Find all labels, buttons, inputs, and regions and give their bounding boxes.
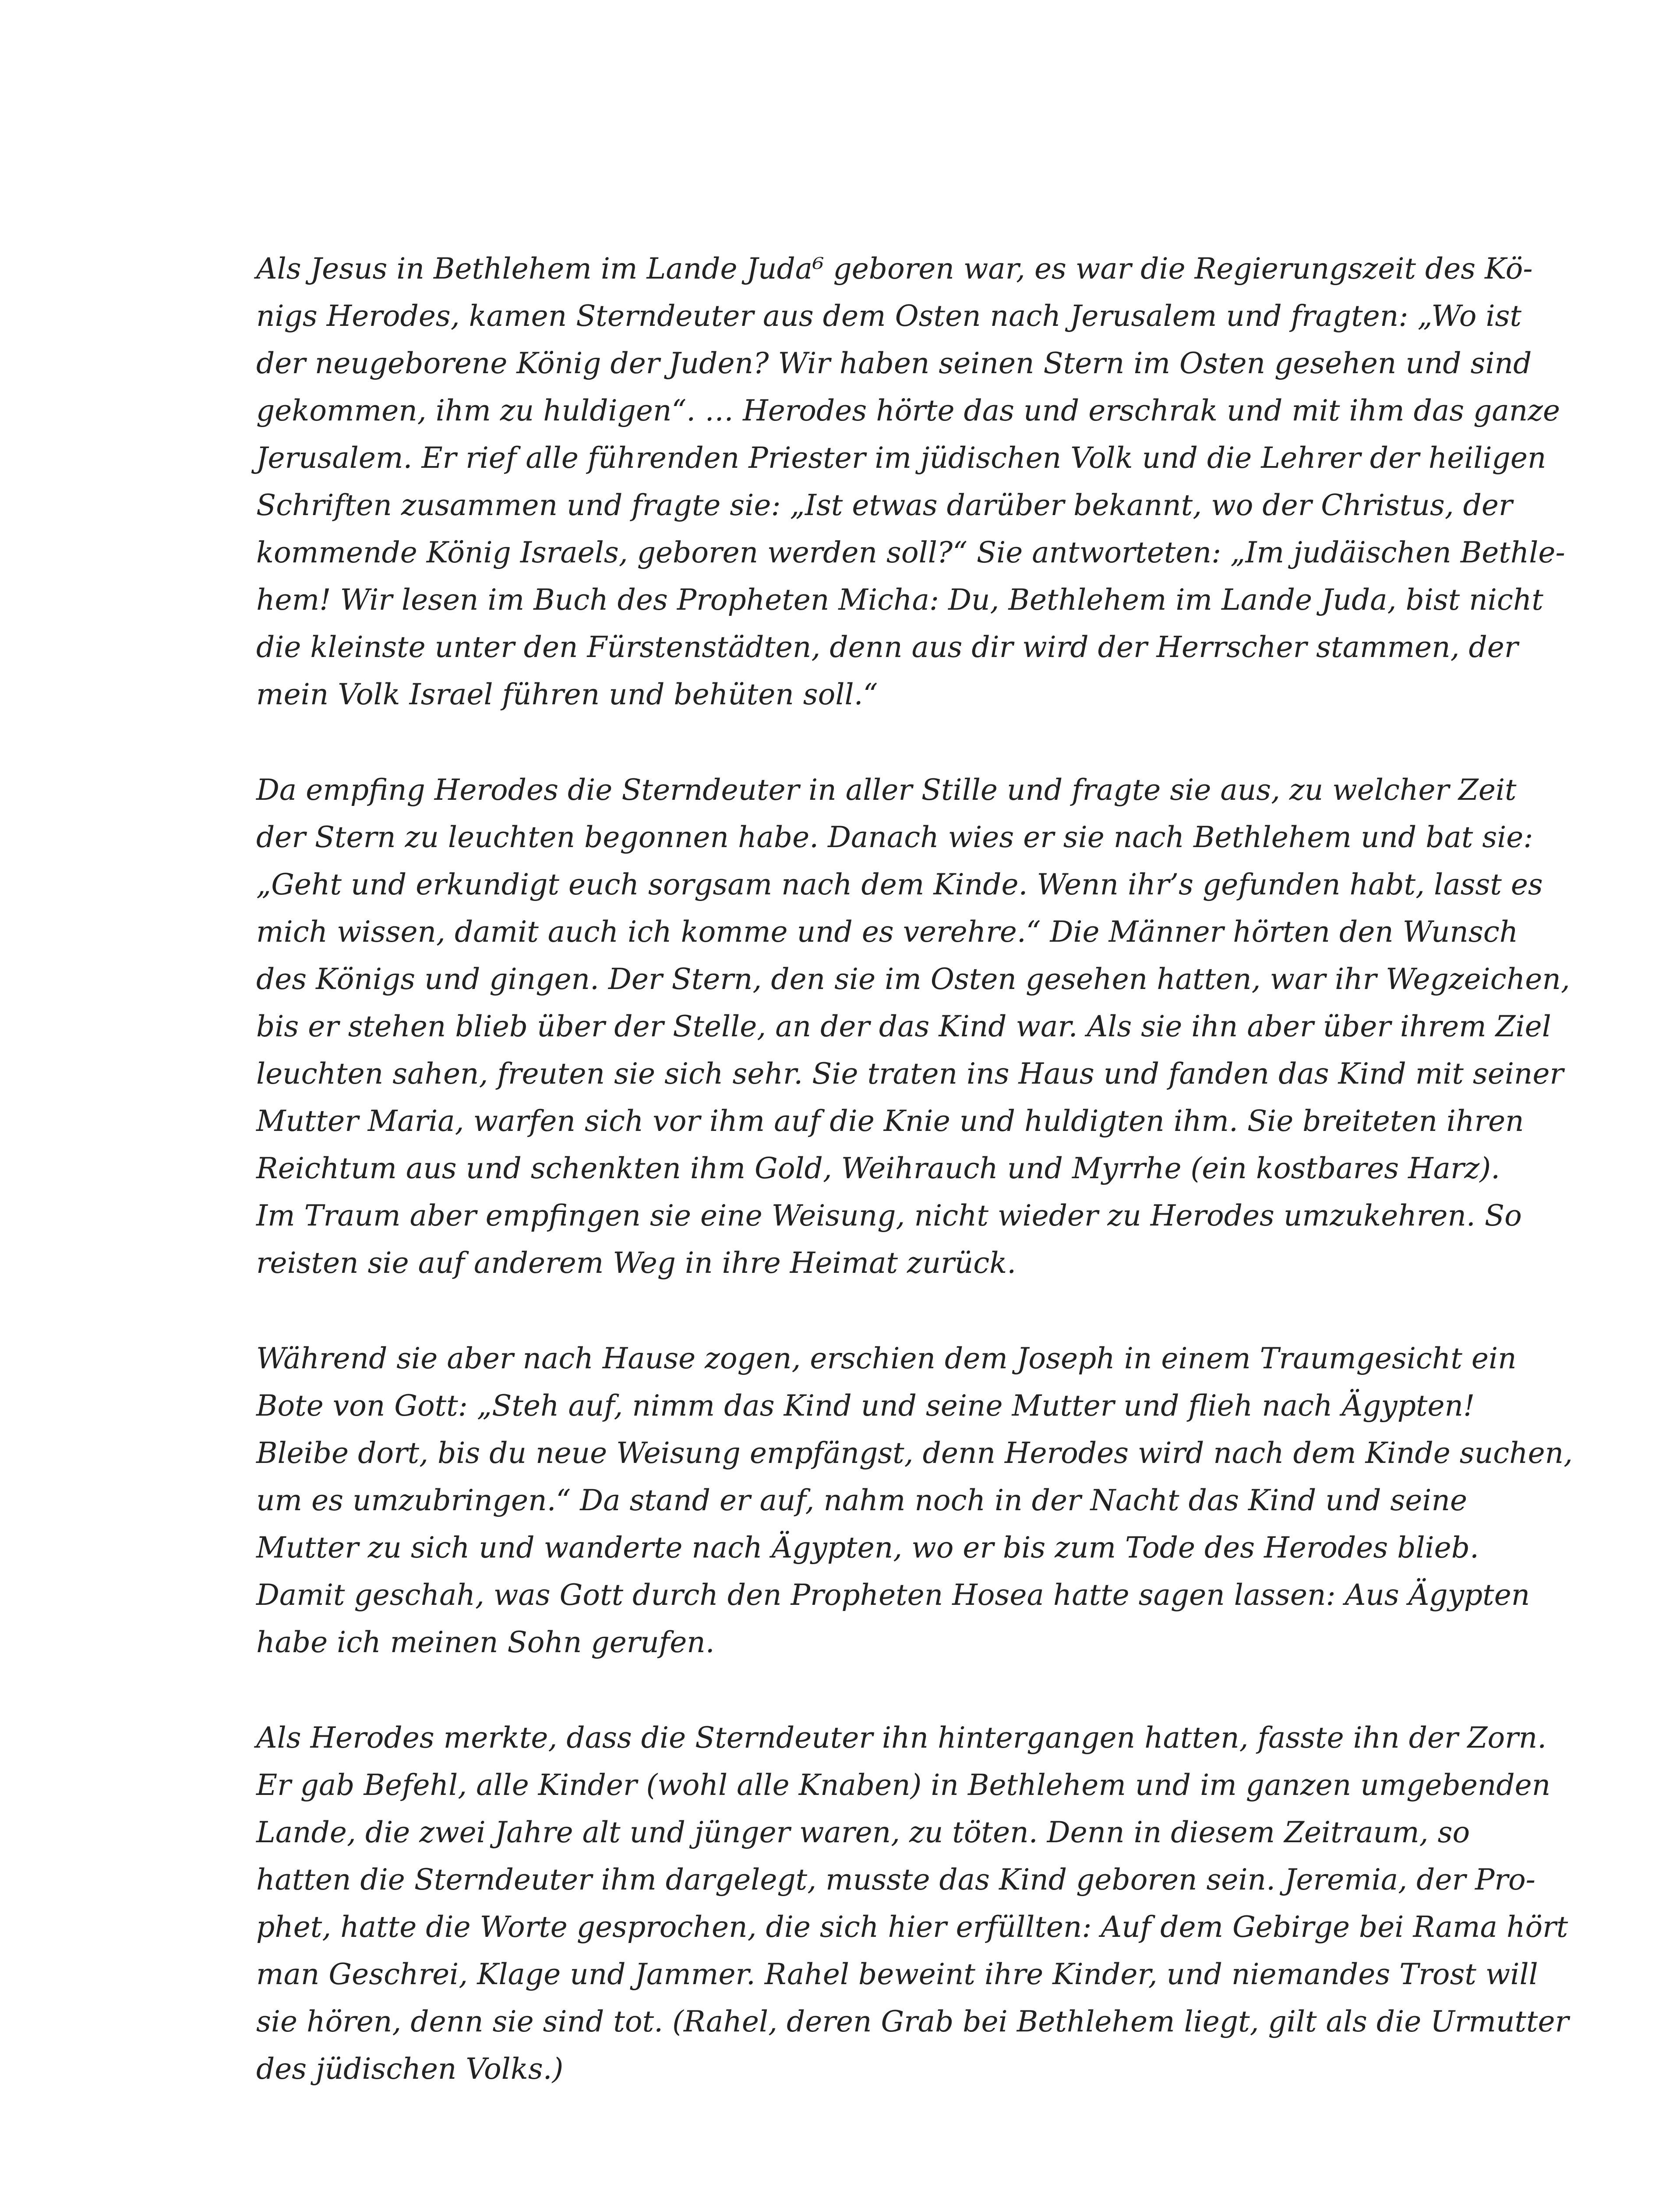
text-line: sie hören, denn sie sind tot. (Rahel, deren Grab bei Bethlehem liegt, gilt als die Urmutter xyxy=(256,2005,1569,2038)
text-line: Bleibe dort, bis du neue Weisung empfängst, denn Herodes wird nach dem Kinde suchen, xyxy=(256,1436,1573,1470)
text-line: des jüdischen Volks.) xyxy=(256,2052,564,2086)
text-line: habe ich meinen Sohn gerufen. xyxy=(256,1625,715,1659)
text-line: Bote von Gott: „Steh auf, nimm das Kind und seine Mutter und flieh nach Ägypten! xyxy=(256,1389,1475,1423)
text-line: Jerusalem. Er rief alle führenden Priester im jüdischen Volk und die Lehrer der heiligen xyxy=(256,441,1546,475)
text-line: Damit geschah, was Gott durch den Propheten Hosea hatte sagen lassen: Aus Ägypten xyxy=(256,1578,1530,1612)
text-line: mich wissen, damit auch ich komme und es verehre.“ Die Männer hörten den Wunsch xyxy=(256,915,1518,949)
text-line: Lande, die zwei Jahre alt und jünger waren, zu töten. Denn in diesem Zeitraum, so xyxy=(256,1816,1470,1849)
text-line: „Geht und erkundigt euch sorgsam nach dem Kinde. Wenn ihr’s gefunden habt, lasst es xyxy=(256,868,1543,901)
text-line: Als Herodes merkte, dass die Sterndeuter ihn hintergangen hatten, fasste ihn der Zorn. xyxy=(256,1721,1547,1755)
text-line: hem! Wir lesen im Buch des Propheten Micha: Du, Bethlehem im Lande Juda, bist nicht xyxy=(256,583,1543,617)
text-line: Als Jesus in Bethlehem im Lande Juda⁶ geboren war, es war die Regierungszeit des Kö- xyxy=(256,252,1533,286)
text-line: reisten sie auf anderem Weg in ihre Heimat zurück. xyxy=(256,1246,1016,1280)
text-line: gekommen, ihm zu huldigen“. … Herodes hörte das und erschrak und mit ihm das ganze xyxy=(256,394,1560,427)
paragraph xyxy=(256,245,1565,718)
text-line: kommende König Israels, geboren werden soll?“ Sie antworteten: „Im judäischen Bethle- xyxy=(256,536,1565,569)
text-line: der Stern zu leuchten begonnen habe. Danach wies er sie nach Bethlehem und bat sie: xyxy=(256,820,1533,854)
text-line: Während sie aber nach Hause zogen, erschien dem Joseph in einem Traumgesicht ein xyxy=(256,1342,1517,1375)
text-line: Reichtum aus und schenkten ihm Gold, Weihrauch und Myrrhe (ein kostbares Harz). xyxy=(256,1152,1500,1185)
text-line: nigs Herodes, kamen Sterndeuter aus dem Osten nach Jerusalem und fragten: „Wo ist xyxy=(256,299,1521,333)
text-line: Schriften zusammen und fragte sie: „Ist etwas darüber bekannt, wo der Christus, der xyxy=(256,488,1513,522)
paragraph xyxy=(256,1714,1569,2093)
text-line: mein Volk Israel führen und behüten soll.“ xyxy=(256,678,878,711)
text-line: Mutter zu sich und wanderte nach Ägypten, wo er bis zum Tode des Herodes blieb. xyxy=(256,1531,1479,1565)
text-line: Da empfing Herodes die Sterndeuter in aller Stille und fragte sie aus, zu welcher Zeit xyxy=(256,773,1517,807)
text-line: um es umzubringen.“ Da stand er auf, nahm noch in der Nacht das Kind und seine xyxy=(256,1484,1468,1517)
text-line: man Geschrei, Klage und Jammer. Rahel beweint ihre Kinder, und niemandes Trost will xyxy=(256,1957,1538,1991)
text-line: bis er stehen blieb über der Stelle, an der das Kind war. Als sie ihn aber über ihrem Ziel xyxy=(256,1010,1551,1043)
text-line: Er gab Befehl, alle Kinder (wohl alle Knaben) in Bethlehem und im ganzen umgebenden xyxy=(256,1768,1551,1802)
text-line: Im Traum aber empfingen sie eine Weisung, nicht wieder zu Herodes umzukehren. So xyxy=(256,1199,1522,1233)
text-line: die kleinste unter den Fürstenstädten, denn aus dir wird der Herrscher stammen, der xyxy=(256,630,1518,664)
text-line: Mutter Maria, warfen sich vor ihm auf die Knie und huldigten ihm. Sie breiteten ihren xyxy=(256,1104,1524,1138)
text-line: phet, hatte die Worte gesprochen, die sich hier erfüllten: Auf dem Gebirge bei Rama hört xyxy=(256,1910,1568,1944)
text-line: hatten die Sterndeuter ihm dargelegt, musste das Kind geboren sein. Jeremia, der Pro- xyxy=(256,1863,1535,1897)
paragraph xyxy=(256,766,1570,1287)
text-line: der neugeborene König der Juden? Wir haben seinen Stern im Osten gesehen und sind xyxy=(256,346,1532,380)
text-line: des Königs und gingen. Der Stern, den sie im Osten gesehen hatten, war ihr Wegzeichen, xyxy=(256,962,1570,996)
body-text xyxy=(256,245,1573,2141)
paragraph xyxy=(256,1335,1573,1666)
text-line: leuchten sahen, freuten sie sich sehr. Sie traten ins Haus und fanden das Kind mit seiner xyxy=(256,1057,1564,1091)
